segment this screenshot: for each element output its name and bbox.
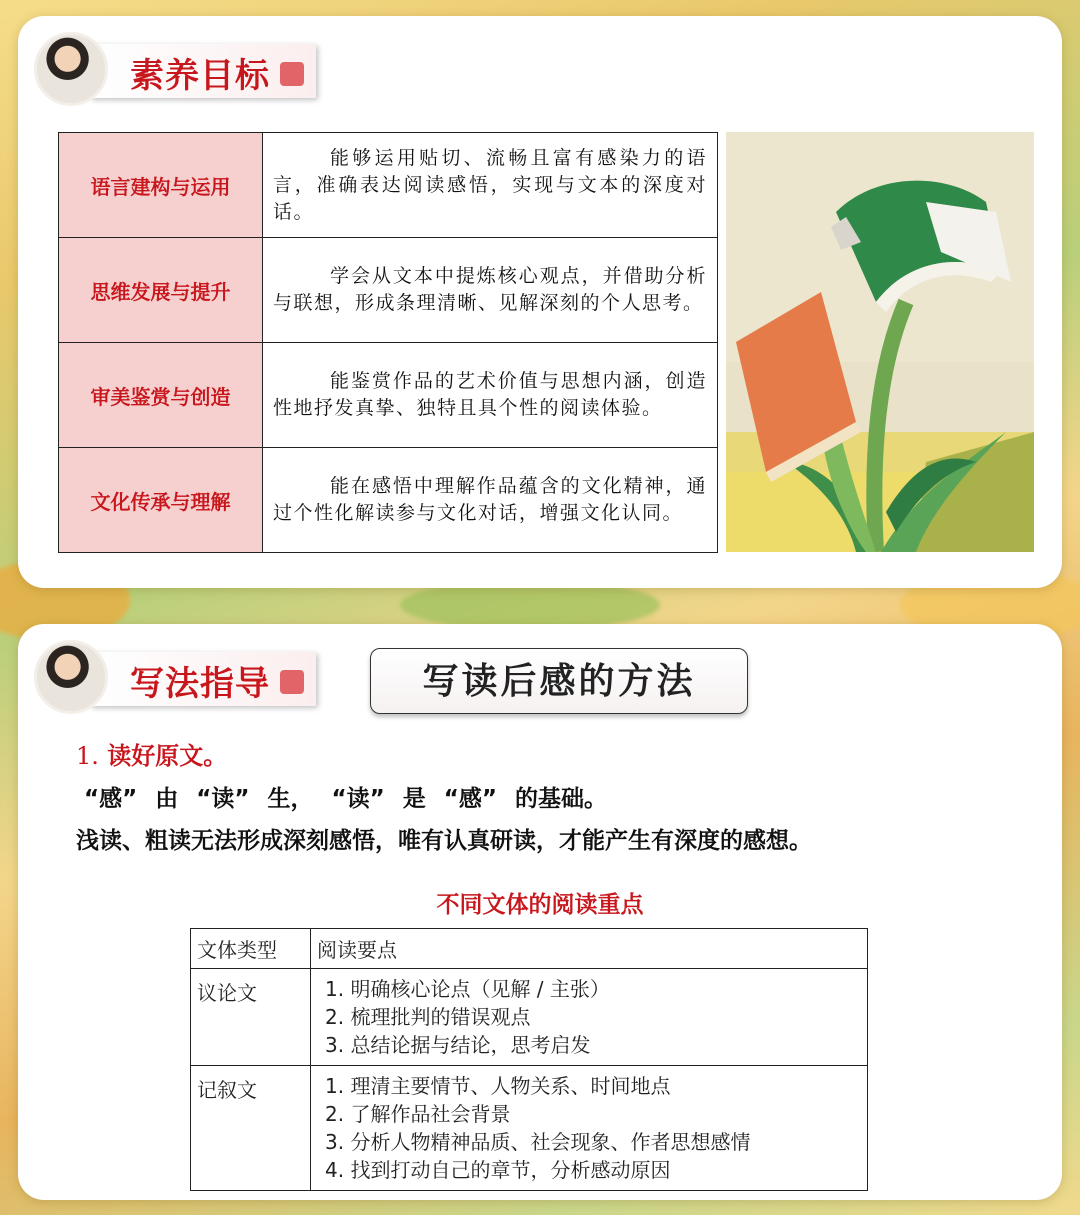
heading-number: 1.	[76, 742, 99, 770]
column-header: 文体类型	[191, 929, 311, 969]
seal-icon	[280, 670, 304, 694]
goal-label: 审美鉴赏与创造	[59, 343, 263, 448]
section-heading	[76, 736, 227, 771]
goal-label: 文化传承与理解	[59, 448, 263, 553]
goal-text: 能够运用贴切、流畅且富有感染力的语言，准确表达阅读感悟，实现与文本的深度对话。	[263, 133, 718, 238]
column-header: 阅读要点	[311, 929, 868, 969]
list-item: 2. 梳理批判的错误观点	[325, 1005, 531, 1029]
table-header-row	[191, 929, 868, 969]
method-card	[18, 624, 1062, 1200]
body-line: “感” 由 “读” 生， “读” 是 “感” 的基础。	[84, 786, 607, 812]
seal-icon	[280, 62, 304, 86]
table-row	[59, 448, 718, 553]
table-title: 不同文体的阅读重点	[436, 892, 644, 918]
method-badge	[34, 634, 324, 718]
goal-text: 学会从文本中提炼核心观点，并借助分析与联想，形成条理清晰、见解深刻的个人思考。	[263, 238, 718, 343]
list-item: 4. 找到打动自己的章节，分析感动原因	[325, 1158, 671, 1182]
genre-type: 记叙文	[191, 1066, 311, 1191]
goals-card	[18, 16, 1062, 588]
table-row	[59, 238, 718, 343]
book-plant-illustration	[726, 132, 1034, 552]
goals-badge-title: 素养目标	[130, 56, 270, 96]
table-row	[59, 343, 718, 448]
genre-points	[311, 1066, 868, 1191]
list-item: 1. 理清主要情节、人物关系、时间地点	[325, 1074, 671, 1098]
avatar	[34, 640, 108, 714]
genre-type: 议论文	[191, 969, 311, 1066]
goal-text: 能在感悟中理解作品蕴含的文化精神，通过个性化解读参与文化对话，增强文化认同。	[263, 448, 718, 553]
goals-table	[58, 132, 718, 553]
method-badge-title: 写法指导	[130, 664, 270, 704]
list-item: 3. 总结论据与结论，思考启发	[325, 1033, 591, 1057]
table-row	[59, 133, 718, 238]
genre-points	[311, 969, 868, 1066]
body-line: 浅读、粗读无法形成深刻感悟，唯有认真研读，才能产生有深度的感想。	[76, 828, 812, 854]
table-row	[191, 1066, 868, 1191]
genre-table	[190, 928, 868, 1191]
list-item: 3. 分析人物精神品质、社会现象、作者思想感情	[325, 1130, 751, 1154]
table-row	[191, 969, 868, 1066]
goal-label: 语言建构与运用	[59, 133, 263, 238]
goal-label: 思维发展与提升	[59, 238, 263, 343]
avatar	[34, 32, 108, 106]
heading-text: 读好原文。	[107, 742, 228, 770]
method-title-box: 写读后感的方法	[370, 648, 748, 714]
goal-text: 能鉴赏作品的艺术价值与思想内涵，创造性地抒发真挚、独特且具个性的阅读体验。	[263, 343, 718, 448]
goals-badge	[34, 26, 324, 110]
list-item: 1. 明确核心论点（见解 / 主张）	[325, 977, 610, 1001]
list-item: 2. 了解作品社会背景	[325, 1102, 511, 1126]
